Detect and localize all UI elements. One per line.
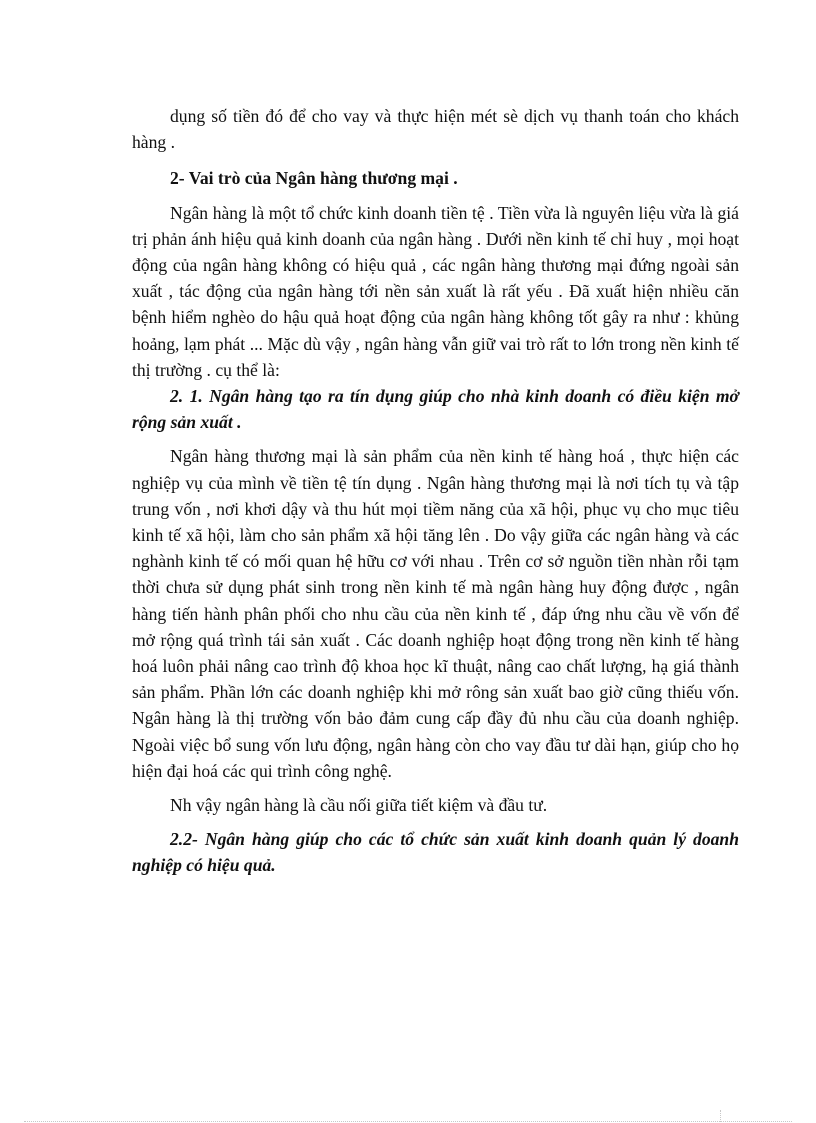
document-body (132, 103, 739, 879)
page-footer-tick (720, 1110, 721, 1122)
page-footer-divider (24, 1121, 792, 1122)
section-heading: 2- Vai trò của Ngân hàng thương mại . (170, 168, 458, 189)
body-paragraph: dụng số tiền đó để cho vay và thực hiện mét sè dịch vụ thanh toán cho khách hàng . (132, 106, 739, 153)
body-paragraph: Ngân hàng là một tổ chức kinh doanh tiền tệ . Tiền vừa là nguyên liệu vừa là giá trị phản ánh hiệu quả kinh doanh của ngân hàng . Dưới nền kinh tế chỉ huy , mọi hoạt động của ngân hàng không có hiệu quả , các ngân hàng thương mại đứng ngoài sản xuất , tác động của ngân hàng tới nền sản xuất là rất yếu . Đã xuất hiện nhiều căn bệnh hiểm nghèo do hậu quả hoạt động của ngân hàng không tốt gây ra như : khủng hoảng, lạm phát ... Mặc dù vậy , ngân hàng vẫn giữ vai trò rất to lớn trong nền kinh tế thị trường . cụ thể là: (132, 202, 739, 380)
body-paragraph: Ngân hàng thương mại là sản phẩm của nền kinh tế hàng hoá , thực hiện các nghiệp vụ của mình về tiền tệ tín dụng . Ngân hàng thương mại là nơi tích tụ và tập trung vốn , nơi khơi dậy và thu hút mọi tiềm năng của xã hội, phục vụ cho mục tiêu kinh tế xã hội, làm cho sản phẩm xã hội tăng lên . Do vậy giữa các ngân hàng và các nghành kinh tế có mối quan hệ hữu cơ với nhau . Trên cơ sở nguồn tiền nhàn rỗi tạm thời chưa sử dụng phát sinh trong nền kinh tế mà ngân hàng huy động được , ngân hàng tiến hành phân phối cho nhu cầu của nền kinh tế , đáp ứng nhu cầu về vốn để mở rộng quá trình tái sản xuất . Các doanh nghiệp hoạt động trong nền kinh tế hàng hoá luôn phải nâng cao trình độ khoa học kĩ thuật, nâng cao chất lượng, hạ giá thành sản phẩm. Phần lớn các doanh nghiệp khi mở rông sản xuất bao giờ cũng thiếu vốn. Ngân hàng là thị trường vốn bảo đảm cung cấp đầy đủ nhu cầu của doanh nghiệp. Ngoài việc bổ sung vốn lưu động, ngân hàng còn cho vay đầu tư dài hạn, giúp cho họ hiện đại hoá các qui trình công nghệ. (132, 446, 739, 781)
subsection-heading: 2.2- Ngân hàng giúp cho các tổ chức sản xuất kinh doanh quản lý doanh nghiệp có hiệu quả. (132, 829, 739, 876)
subsection-heading: 2. 1. Ngân hàng tạo ra tín dụng giúp cho nhà kinh doanh có điều kiện mở rộng sản xuất . (132, 386, 739, 433)
body-paragraph: Nh vậy ngân hàng là cầu nối giữa tiết kiệm và đầu tư. (170, 795, 548, 816)
